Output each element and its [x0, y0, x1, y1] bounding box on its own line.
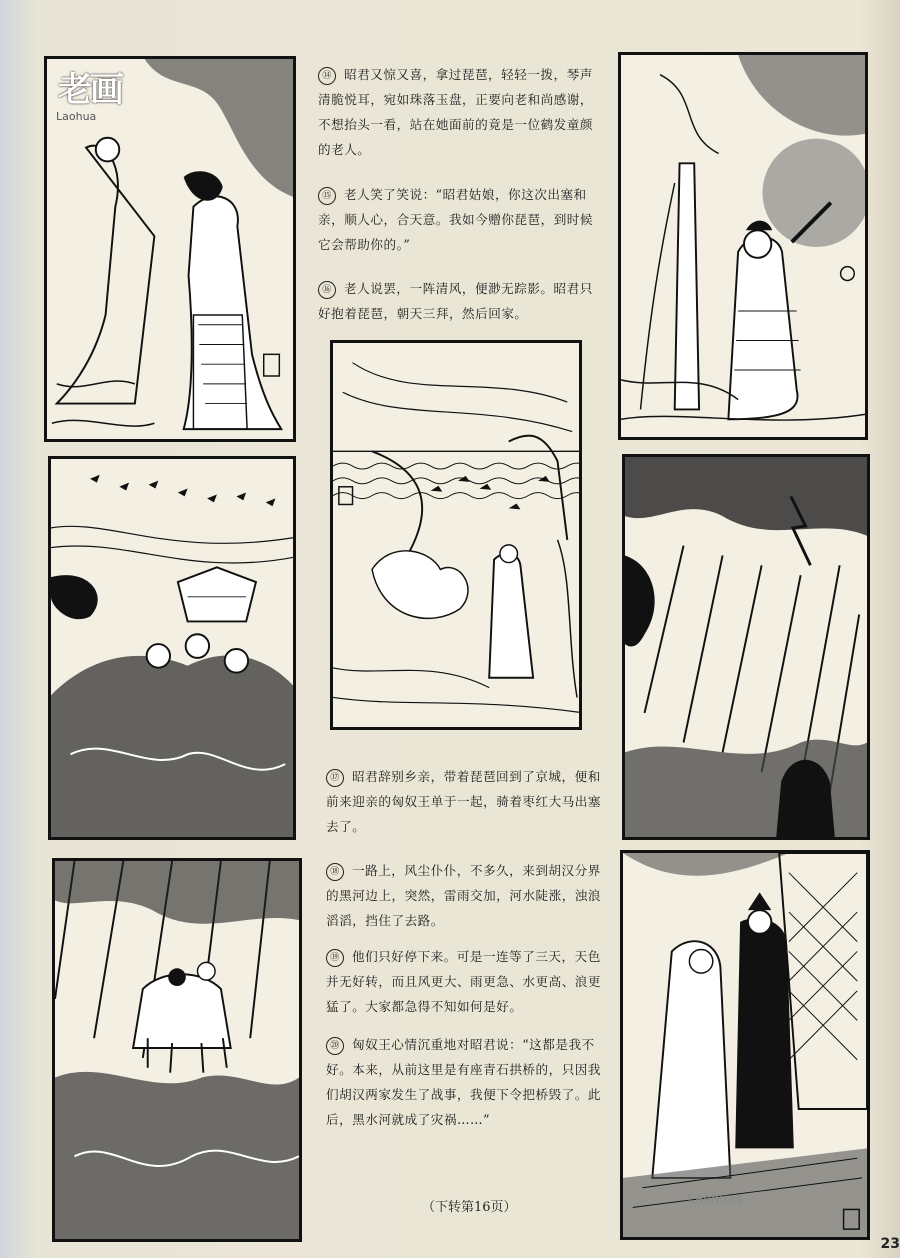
- caption-line: 们胡汉两家发生了战事，我便下令把桥毁了。此: [326, 1087, 601, 1102]
- caption-line: 的老人。: [318, 142, 371, 157]
- caption-line: 一路上，风尘仆仆，不多久，来到胡汉分界: [352, 863, 601, 878]
- watermark-url-bottom: Laohuas: [688, 1192, 743, 1207]
- caption-line: 去了。: [326, 819, 366, 834]
- caption-19: [326, 944, 616, 1019]
- caption-line: 并无好转，而且风更大、雨更急、水更高、浪更: [326, 974, 601, 989]
- caption-line: 清脆悦耳，宛如珠落玉盘，正要向老和尚感谢，: [318, 92, 593, 107]
- illustration-panel-couple: [620, 850, 870, 1240]
- caption-number: ⑲: [326, 949, 344, 967]
- illustration-panel-zhaojun-pipa: [618, 52, 868, 440]
- watermark-logo: 老画: [58, 70, 122, 110]
- caption-line: 老人笑了笑说：“昭君姑娘，你这次出塞和: [344, 187, 587, 202]
- caption-number: ⑱: [326, 863, 344, 881]
- caption-line: 昭君辞别乡亲，带着琵琶回到了京城，便和: [352, 769, 601, 784]
- caption-line: 的黑河边上，突然，雷雨交加，河水陡涨，浊浪: [326, 888, 601, 903]
- caption-line: 滔滔，挡住了去路。: [326, 913, 444, 928]
- caption-20: [326, 1032, 616, 1132]
- caption-line: 他们只好停下来。可是一连等了三天，天色: [352, 949, 601, 964]
- caption-line: 亲，顺人心，合天意。我如今赠你琵琶，到时候: [318, 212, 593, 227]
- caption-14: [318, 62, 618, 162]
- continued-note: （下转第16页）: [422, 1200, 517, 1215]
- caption-number: ⑯: [318, 281, 336, 299]
- caption-number: ⑭: [318, 67, 336, 85]
- caption-number: ⑰: [326, 769, 344, 787]
- caption-18: [326, 858, 616, 933]
- caption-line: 好抱着琵琶，朝天三拜，然后回家。: [318, 306, 528, 321]
- caption-line: 后，黑水河就成了灾祸……”: [326, 1112, 491, 1127]
- illustration-panel-riders: [52, 858, 302, 1242]
- illustration-panel-procession: [48, 456, 296, 840]
- caption-line: 老人说罢，一阵清风，便渺无踪影。昭君只: [344, 281, 593, 296]
- caption-16: [318, 276, 618, 326]
- caption-number: ⑳: [326, 1037, 344, 1055]
- illustration-panel-storm: [622, 454, 870, 840]
- caption-line: 不想抬头一看，站在她面前的竟是一位鹤发童颜: [318, 117, 593, 132]
- caption-line: 好。本来，从前这里是有座青石拱桥的，只因我: [326, 1062, 601, 1077]
- caption-line: 昭君又惊又喜，拿过琵琶，轻轻一拨，琴声: [344, 67, 593, 82]
- caption-15: [318, 182, 618, 257]
- page-number: 23: [880, 1236, 900, 1252]
- caption-line: 前来迎亲的匈奴王单于一起，骑着枣红大马出塞: [326, 794, 601, 809]
- caption-line: 猛了。大家都急得不知如何是好。: [326, 999, 523, 1014]
- caption-line: 匈奴王心情沉重地对昭君说：“这都是我不: [352, 1037, 595, 1052]
- watermark-url: Laohua: [56, 110, 97, 123]
- caption-line: 它会帮助你的。”: [318, 237, 411, 252]
- caption-number: ⑮: [318, 187, 336, 205]
- illustration-panel-river: [330, 340, 582, 730]
- caption-17: [326, 764, 616, 839]
